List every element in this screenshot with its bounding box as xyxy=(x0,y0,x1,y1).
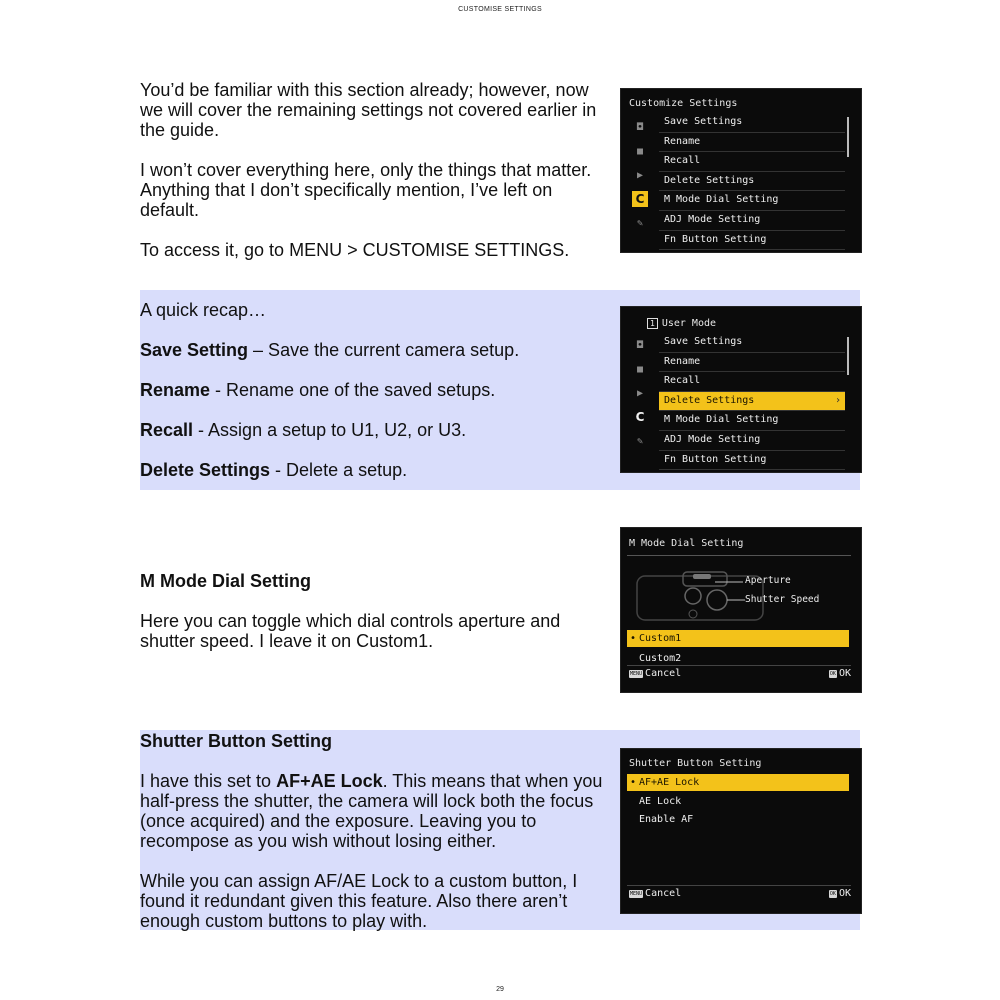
recap-term: Delete Settings xyxy=(140,460,271,480)
custom-tab-icon: C xyxy=(635,410,645,424)
tab-icons xyxy=(629,333,651,453)
cancel-hint: MENU Cancel xyxy=(630,668,682,679)
menu-item: M Mode Dial Setting xyxy=(659,411,845,431)
menu-item: Recall xyxy=(659,152,845,172)
cancel-hint: MENU Cancel xyxy=(630,888,682,899)
menu-item: Recall xyxy=(659,372,845,392)
scrollbar xyxy=(847,337,849,375)
video-icon: ■ xyxy=(636,363,644,375)
divider xyxy=(627,555,851,556)
option: Enable AF xyxy=(639,814,694,825)
screen-title: 1 User Mode xyxy=(647,318,716,329)
m-mode-dial-screenshot xyxy=(620,527,862,693)
page-number: 29 xyxy=(496,986,504,993)
custom-tab-icon: C xyxy=(629,187,651,211)
recap-desc: - Assign a setup to U1, U2, or U3. xyxy=(193,420,467,440)
scrollbar xyxy=(847,117,849,157)
divider xyxy=(627,665,851,666)
option: AE Lock xyxy=(639,796,682,807)
menu-item: Save Settings xyxy=(659,113,845,133)
recap-term: Rename xyxy=(140,380,211,400)
intro-section xyxy=(140,80,605,260)
menu-item: Rename xyxy=(659,353,845,373)
camera-icon: ◘ xyxy=(636,121,644,133)
menu-list xyxy=(659,113,845,250)
ok-key-icon: OK xyxy=(829,890,836,897)
shutter-heading: Shutter Button Setting xyxy=(140,731,332,751)
tab-icons xyxy=(629,115,651,235)
recap-term: Recall xyxy=(140,420,194,440)
menu-item: Save Settings xyxy=(659,333,845,353)
intro-paragraph-3: To access it, go to MENU > CUSTOMISE SETTINGS. xyxy=(140,240,570,260)
customize-settings-screenshot xyxy=(620,88,862,253)
menu-item: M Mode Dial Setting xyxy=(659,191,845,211)
recap-item xyxy=(140,420,605,440)
option-selected: • Custom1 xyxy=(627,630,849,647)
playback-icon: ▶ xyxy=(636,387,644,399)
menu-item: Delete Settings xyxy=(659,172,845,192)
mmode-heading: M Mode Dial Setting xyxy=(140,571,311,591)
recap-heading: A quick recap… xyxy=(140,300,267,320)
recap-section xyxy=(140,300,605,480)
menu-item: Fn Button Setting xyxy=(659,451,845,471)
wrench-icon: ✎ xyxy=(636,435,644,447)
shutter-section xyxy=(140,731,605,931)
recap-desc: - Rename one of the saved setups. xyxy=(210,380,496,400)
option: Custom2 xyxy=(639,653,682,664)
screen-title: Shutter Button Setting xyxy=(629,758,762,769)
ok-key-icon: OK xyxy=(829,670,836,677)
menu-list xyxy=(659,333,845,470)
recap-item xyxy=(140,460,605,480)
wrench-icon: ✎ xyxy=(636,217,644,229)
menu-key-icon: MENU xyxy=(630,890,643,897)
menu-item: ADJ Mode Setting xyxy=(659,431,845,451)
recap-item xyxy=(140,340,605,360)
mmode-section xyxy=(140,571,605,651)
user-mode-number: 1 xyxy=(647,318,658,329)
camera-icon: ◘ xyxy=(636,339,644,351)
recap-item xyxy=(140,380,605,400)
menu-item: Fn Button Setting xyxy=(659,231,845,251)
menu-item: Rename xyxy=(659,133,845,153)
intro-paragraph-1: You’d be familiar with this section already; however, now we will cover the remaining settings not covered earlier in the guide. xyxy=(140,80,597,140)
screen-title: Customize Settings xyxy=(629,98,738,109)
running-header: CUSTOMISE SETTINGS xyxy=(458,6,542,13)
divider xyxy=(627,885,851,886)
screen-title: M Mode Dial Setting xyxy=(629,538,744,549)
recap-desc: - Delete a setup. xyxy=(270,460,408,480)
menu-key-icon: MENU xyxy=(630,670,643,677)
intro-paragraph-2: I won’t cover everything here, only the things that matter. Anything that I don’t specifically mention, I’ve left on default. xyxy=(140,160,592,220)
mmode-body: Here you can toggle which dial controls aperture and shutter speed. I leave it on Custom1. xyxy=(140,611,561,651)
shutter-body-2: While you can assign AF/AE Lock to a custom button, I found it redundant given this feature. Also there aren’t enough custom buttons to play with. xyxy=(140,871,578,931)
recap-desc: – Save the current camera setup. xyxy=(248,340,520,360)
shutter-body: I have this set to AF+AE Lock. This means that when you half-press the shutter, the camera will lock both the focus (once acquired) and the exposure. Leaving you to recompose as you wish without losing either. xyxy=(140,771,603,851)
shutter-button-screenshot xyxy=(620,748,862,914)
aperture-label: Aperture xyxy=(745,575,791,586)
video-icon: ■ xyxy=(636,145,644,157)
user-mode-screenshot xyxy=(620,306,862,473)
option-selected: • AF+AE Lock xyxy=(627,774,849,791)
recap-term: Save Setting xyxy=(140,340,249,360)
chevron-right-icon: › xyxy=(834,394,841,406)
menu-item-selected: Delete Settings › xyxy=(659,392,845,412)
playback-icon: ▶ xyxy=(636,169,644,181)
menu-item: ADJ Mode Setting xyxy=(659,211,845,231)
shutter-speed-label: Shutter Speed xyxy=(745,594,820,605)
ok-hint: OK OK xyxy=(829,668,851,679)
ok-hint: OK OK xyxy=(829,888,851,899)
